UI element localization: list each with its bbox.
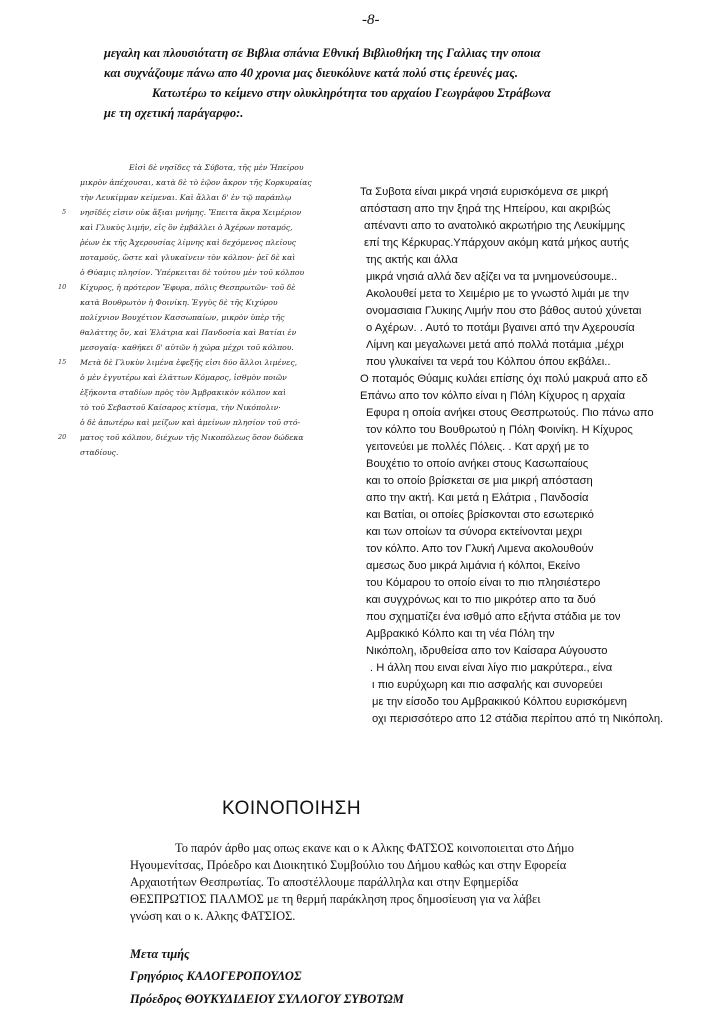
- ancient-greek-excerpt: [58, 160, 353, 464]
- translation-line: ονομασιαια Γλυκιης Λιμήν που στο βάθος αυτού χύνεται: [366, 305, 642, 317]
- translation-line: που σχηματίζει ένα ισθμό απο εξήντα στάδια με τον: [366, 611, 621, 623]
- ancient-line: θαλάττης ὄν, καὶ Ἐλάτρια καὶ Πανδοσία καὶ Βατίαι ἐν: [80, 328, 297, 337]
- translation-line: Αμβρακικό Κόλπο και τη νέα Πόλη την: [366, 628, 555, 640]
- translation-line: ι πιο ευρύχωρη και πιο ασφαλής και συνορεύει: [372, 679, 603, 691]
- ancient-line: Κίχυρος, ἡ πρότερον Ἔφυρα, πόλις Θεσπρωτῶν· τοῦ δὲ: [80, 283, 296, 292]
- ancient-line: Μετὰ δὲ Γλυκὺν λιμένα ἐφεξῆς εἰσι δύο ἄλλοι λιμένες,: [80, 358, 298, 367]
- translation-line: απέναντι απο το ανατολικό ακρωτήριο της Λευκίμμης: [364, 220, 625, 232]
- notice-line: Ηγουμενίτσας, Πρόεδρο και Διοικητικό Συμβούλιο του Δήμου καθώς και στην Εφορεία: [130, 858, 567, 872]
- page-number: -8-: [362, 12, 380, 28]
- translation-line: Νικόπολη, ιδρυθείσα απο τον Καίσαρα Αύγουστο: [366, 645, 608, 657]
- translation-line: ο Αχέρων. . Αυτό το ποτάμι βγαινει από την Αχερουσία: [366, 322, 635, 334]
- ancient-line: κατὰ Βουθρωτὸν ἡ Φοινίκη. Ἐγγὺς δὲ τῆς Κιχύρου: [80, 298, 278, 307]
- notice-line: ΘΕΣΠΡΩΤΙΟΣ ΠΑΛΜΟΣ με τη θερμή παράκληση προς δημοσίευση για να λάβει: [130, 892, 541, 906]
- translation-line: τον κόλπο του Βουθρωτού η Πόλη Φοινίκη. Η Κίχυρος: [366, 424, 633, 436]
- line-number: 5: [62, 208, 67, 216]
- translation-line: Βουχέτιο το οποίο ανήκει στους Κασωπαίους: [366, 458, 589, 470]
- ancient-line: ποταμούς, ὥστε καὶ γλυκαίνειν τὸν κόλπον· ῥεῖ δὲ καὶ: [80, 253, 296, 262]
- ancient-line: ματος τοῦ κόλπου, διέχων τῆς Νικοπόλεως ὅσον δώδεκα: [80, 433, 304, 442]
- translation-line: αμεσως δυο μικρά λιμάνια ή κόλποι, Εκείνο: [366, 560, 581, 572]
- line-number: 20: [58, 433, 67, 441]
- translation-line: και Βατίαι, οι οποίες βρίσκονται στο εσωτερικό: [366, 509, 594, 521]
- translation-line: οχι περισσότερο απο 12 στάδια περίπου από τη Νικόπολη.: [372, 713, 664, 725]
- translation-line: επί της Κέρκυρας.Υπάρχουν ακόμη κατά μήκος αυτής: [364, 237, 629, 249]
- translation-line: που γλυκαίνει τα νερά του Κόλπου όπου εκβάλει..: [366, 356, 611, 368]
- ancient-line: πολίχνιον Βουχέτιον Κασσωπαίων, μικρὸν ὑπὲρ τῆς: [80, 313, 285, 322]
- ancient-line: σταδίους.: [80, 448, 119, 457]
- translation-line: και των οποίων τα σύνορα εκτείνονται μεχρι: [366, 526, 582, 538]
- translation-line: απόσταση απο την ξηρά της Ηπείρου, και ακριβώς: [360, 203, 611, 215]
- signature-name: Γρηγόριος ΚΑΛΟΓΕΡΟΠΟΥΛΟΣ: [130, 969, 302, 983]
- ancient-line: ῥέων ἐκ τῆς Ἀχερουσίας λίμνης καὶ δεχόμενος πλείους: [80, 238, 297, 247]
- signature-closing: Μετα τιμής: [130, 947, 190, 961]
- ancient-line: νησῖδές εἰσιν οὐκ ἄξιαι μνήμης. Ἔπειτα ἄκρα Χειμέριον: [80, 208, 302, 217]
- notice-heading: ΚΟΙΝΟΠΟΙΗΣΗ: [222, 798, 362, 819]
- ancient-line: μεσογαίᾳ· καθήκει δ' αὐτῶν ἡ χώρα μέχρι τοῦ κόλπου.: [80, 343, 294, 352]
- translation-line: της ακτής και άλλα: [366, 254, 458, 266]
- modern-greek-translation: [336, 184, 725, 744]
- translation-line: . Η άλλη που ειναι είναι λίγο πιο μακρύτερα., είνα: [370, 662, 613, 674]
- ancient-line: ὁ Θύαμις πλησίον. Ὑπέρκειται δὲ τούτου μὲν τοῦ κόλπου: [80, 268, 305, 277]
- translation-line: και συγχρόνως και το πιο μικρότερ απο τα δυό: [366, 594, 596, 606]
- intro-line: μεγαλη και πλουσιότατη σε Βιβλια σπάνια Εθνική Βιβλιοθήκη της Γαλλιας την οποια: [104, 46, 541, 60]
- translation-line: Ο ποταμός Θύαμις κυλάει επίσης όχι πολύ μακρυά απο εδ: [360, 373, 648, 385]
- ancient-line: Εἰσὶ δὲ νησῖδες τὰ Σύβοτα, τῆς μὲν Ἠπείρου: [129, 163, 304, 172]
- intro-line: και συχνάζουμε πάνω απο 40 χρονια μας διευκόλυνε κατά πολύ στις έρευνές μας.: [104, 66, 518, 80]
- ancient-line: καὶ Γλυκὺς λιμήν, εἰς ὃν ἐμβάλλει ὁ Ἀχέρων ποταμός,: [80, 223, 293, 232]
- ancient-line: ἑξήκοντα σταδίων πρὸς τὸν Ἀμβρακικὸν κόλπον καὶ: [80, 388, 286, 397]
- translation-line: γειτονεύει με πολλές Πόλεις. . Κατ αρχή με το: [366, 441, 589, 453]
- translation-line: Ακολουθεί μετα το Χειμέριο με το γνωστό λιμάι με την: [366, 288, 629, 300]
- line-number: 15: [58, 358, 67, 366]
- translation-line: Τα Συβοτα είναι μικρά νησιά ευρισκόμενα σε μικρή: [360, 186, 609, 198]
- line-number: 10: [58, 283, 67, 291]
- ancient-line: μικρὸν ἀπέχουσαι, κατὰ δὲ τὸ ἑῷον ἄκρον τῆς Κορκυραίας: [80, 178, 312, 187]
- ancient-line: ὁ μὲν ἐγγυτέρω καὶ ἐλάττων Κόμαρος, ἰσθμὸν ποιῶν: [80, 373, 287, 382]
- intro-line: με τη σχετική παράγαρφο:.: [104, 106, 244, 120]
- ancient-line: ὁ δὲ ἀπωτέρω καὶ μείζων καὶ ἀμείνων πλησίον τοῦ στό-: [80, 418, 301, 427]
- translation-line: Επάνω απο τον κόλπο είναι η Πόλη Κίχυρος η αρχαία: [360, 390, 626, 402]
- notice-line: γνώση και ο κ. Αλκης ΦΑΤΣΙΟΣ.: [130, 909, 296, 923]
- notice-line: Το παρόν άρθο μας οπως εκανε και ο κ Αλκης ΦΑΤΣΟΣ κοινοποιειται στο Δήμο: [175, 841, 574, 855]
- translation-line: με την είσοδο του Αμβρακικού Κόλπου ευρισκόμενη: [372, 696, 628, 708]
- translation-line: του Κόμαρου το οποίο είναι το πιο πλησιέστερο: [366, 577, 601, 589]
- intro-line: Κατωτέρω το κείμενο στην ολυκληρότητα του αρχαίου Γεωγράφου Στράβωνα: [152, 86, 551, 100]
- translation-line: Εφυρα η οποία ανήκει στους Θεσπρωτούς. Πιο πάνω απο: [366, 407, 654, 419]
- ancient-line: τὸ τοῦ Σεβαστοῦ Καίσαρος κτίσμα, τὴν Νικόπολιν·: [80, 403, 281, 412]
- translation-line: απο την ακτή. Και μετά η Ελάτρια , Πανδοσία: [366, 492, 589, 504]
- notice-line: Αρχαιοτήτων Θεσπρωτίας. Το αποστέλλουμε παράλληλα και στην Εφημερίδα: [130, 875, 519, 889]
- translation-line: μικρά νησιά αλλά δεν αξίζει να τα μνημονεύσουμε..: [366, 271, 618, 283]
- ancient-line: τὴν Λευκίμμαν κείμεναι. Καὶ ἄλλαι δ' ἐν τῷ παράπλῳ: [80, 193, 292, 202]
- translation-line: Λίμνη και μεγαλωνει μετά από πολλά ποτάμια ,μέχρι: [366, 339, 624, 351]
- translation-line: τον κόλπο. Απο τον Γλυκή Λιμενα ακολουθούν: [366, 543, 594, 555]
- translation-line: και το οποίο βρίσκεται σε μια μικρή απόσταση: [366, 475, 593, 487]
- signature-title: Πρόεδρος ΘΟΥΚΥΔΙΔΕΙΟΥ ΣΥΛΛΟΓΟΥ ΣΥΒΟΤΩΜ: [130, 992, 404, 1006]
